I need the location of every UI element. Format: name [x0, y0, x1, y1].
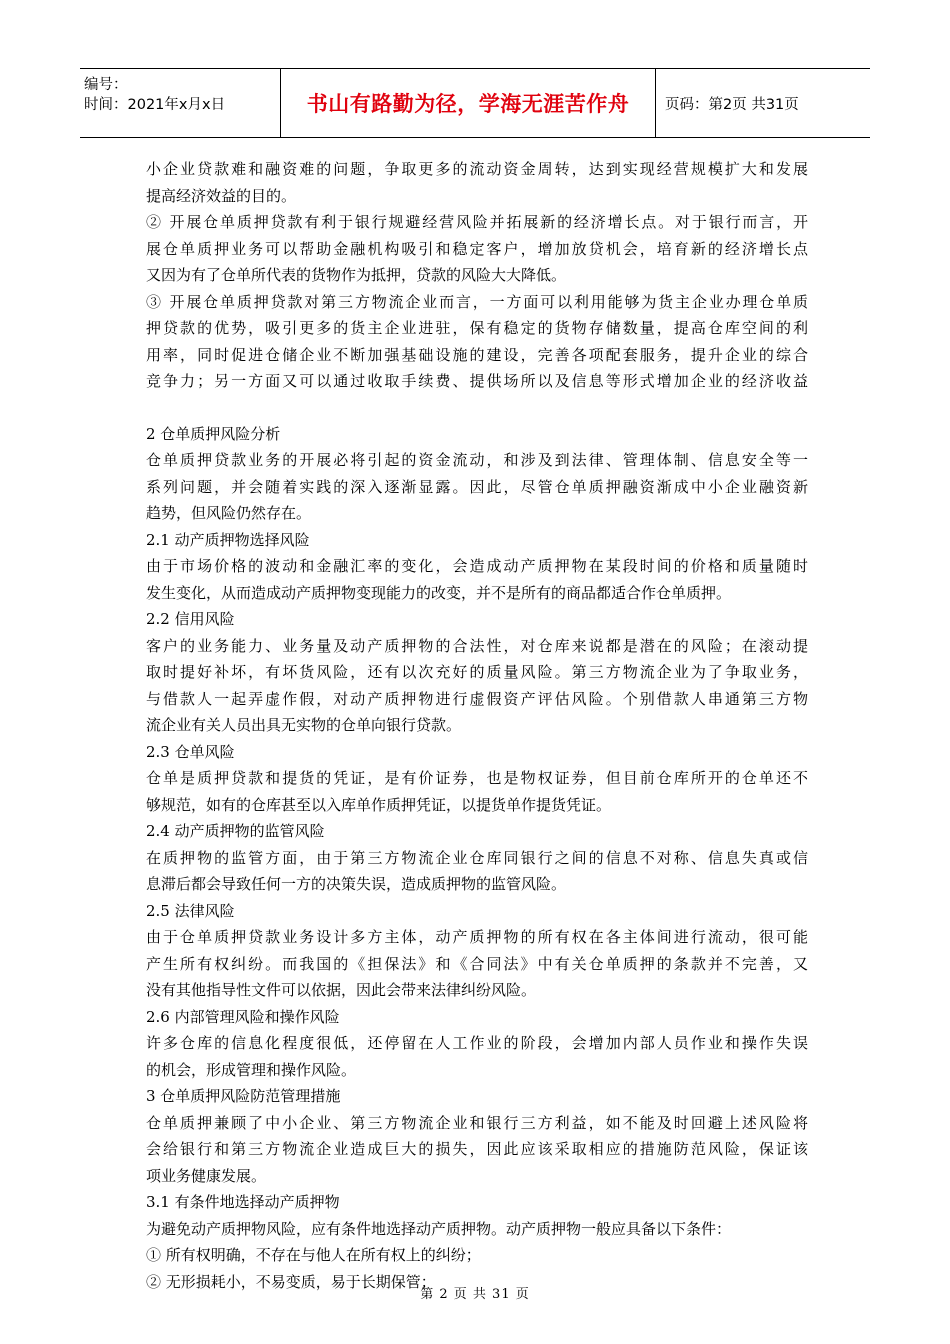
text-line: 3.1 有条件地选择动产质押物: [146, 1193, 340, 1211]
text-line: ② 无形损耗小，不易变质，易于长期保管；: [146, 1272, 436, 1291]
text-line: 2.2 信用风险: [146, 610, 235, 628]
text-line: 仓单质押兼顾了中小企业、第三方物流企业和银行三方利益，如不能及时回避上述风险将: [146, 1113, 808, 1132]
text-line: 趋势，但风险仍然存在。: [146, 504, 312, 522]
text-line: 流企业有关人员出具无实物的仓单向银行贷款。: [146, 716, 462, 734]
text-line: 押贷款的优势，吸引更多的货主企业进驻，保有稳定的货物存储数量，提高仓库空间的利: [146, 319, 808, 337]
text-line: 与借款人一起弄虚作假，对动产质押物进行虚假资产评估风险。个别借款人串通第三方物: [146, 689, 808, 708]
document-body: [146, 156, 808, 1295]
document-number-label: 编号：: [84, 77, 128, 93]
text-line: 竞争力；另一方面又可以通过收取手续费、提供场所以及信息等形式增加企业的经济收益: [146, 372, 808, 390]
text-line: ③ 开展仓单质押贷款对第三方物流企业而言，一方面可以利用能够为货主企业办理仓单质: [146, 292, 808, 311]
text-line: 没有其他指导性文件可以依据，因此会带来法律纠纷风险。: [146, 981, 537, 999]
text-line: ① 所有权明确，不存在与他人在所有权上的纠纷；: [146, 1246, 481, 1264]
text-line: 由于市场价格的波动和金融汇率的变化，会造成动产质押物在某段时间的价格和质量随时: [146, 557, 808, 575]
page-header: [80, 68, 870, 138]
text-line: 仓单质押贷款业务的开展必将引起的资金流动，和涉及到法律、管理体制、信息安全等一: [146, 451, 808, 469]
text-line: 展仓单质押业务可以帮助金融机构吸引和稳定客户，增加放贷机会，培育新的经济增长点: [146, 239, 808, 258]
text-line: 2 仓单质押风险分析: [146, 424, 281, 443]
text-line: 在质押物的监管方面，由于第三方物流企业仓库同银行之间的信息不对称、信息失真或信: [146, 848, 808, 867]
text-line: 发生变化，从而造成动产质押物变现能力的改变，并不是所有的商品都适合作仓单质押。: [146, 583, 732, 602]
text-line: 由于仓单质押贷款业务设计多方主体，动产质押物的所有权在各主体间进行流动，很可能: [146, 928, 808, 946]
text-line: 小企业贷款难和融资难的问题，争取更多的流动资金周转，达到实现经营规模扩大和发展: [146, 160, 808, 178]
text-line: 仓单是质押贷款和提货的凭证，是有价证券，也是物权证券，但目前仓库所开的仓单还不: [146, 769, 808, 787]
header-motto: 书山有路勤为径，学海无涯苦作舟: [306, 92, 630, 116]
text-line: 用率，同时促进仓储企业不断加强基础设施的建设，完善各项配套服务，提升企业的综合: [146, 345, 808, 364]
text-line: 又因为有了仓单所代表的货物作为抵押，贷款的风险大大降低。: [146, 266, 567, 284]
document-date-label: 时间：2021年x月x日: [84, 97, 226, 113]
text-line: 提高经济效益的目的。: [146, 186, 297, 205]
text-line: 2.4 动产质押物的监管风险: [146, 822, 325, 840]
text-line: 系列问题，并会随着实践的深入逐渐显露。因此，尽管仓单质押融资渐成中小企业融资新: [146, 477, 808, 496]
text-line: 取时提好补坏，有坏货风险，还有以次充好的质量风险。第三方物流企业为了争取业务，: [146, 663, 808, 681]
text-line: 项业务健康发展。: [146, 1166, 267, 1185]
paragraph-gap: [146, 395, 808, 421]
header-meta: [80, 69, 280, 137]
page-footer: 第 2 页 共 31 页: [420, 1287, 530, 1302]
text-line: 2.1 动产质押物选择风险: [146, 530, 310, 549]
text-line: 够规范，如有的仓库甚至以入库单作质押凭证，以提货单作提货凭证。: [146, 795, 612, 814]
text-line: 2.6 内部管理风险和操作风险: [146, 1007, 340, 1026]
text-line: 3 仓单质押风险防范管理措施: [146, 1087, 341, 1105]
text-line: 息滞后都会导致任何一方的决策失误，造成质押物的监管风险。: [146, 875, 567, 893]
text-line: ② 开展仓单质押贷款有利于银行规避经营风险并拓展新的经济增长点。对于银行而言，开: [146, 213, 808, 231]
text-line: 为避免动产质押物风险，应有条件地选择动产质押物。动产质押物一般应具备以下条件：: [146, 1219, 732, 1238]
text-line: 2.5 法律风险: [146, 901, 235, 920]
header-page-info: 页码：第2页 共31页: [665, 97, 799, 113]
text-line: 客户的业务能力、业务量及动产质押物的合法性，对仓库来说都是潜在的风险；在滚动提: [146, 636, 808, 655]
text-line: 许多仓库的信息化程度很低，还停留在人工作业的阶段，会增加内部人员作业和操作失误: [146, 1034, 808, 1052]
text-line: 会给银行和第三方物流企业造成巨大的损失，因此应该采取相应的措施防范风险，保证该: [146, 1140, 808, 1158]
header-motto-cell: [280, 69, 656, 137]
text-line: 2.3 仓单风险: [146, 742, 235, 761]
text-line: 产生所有权纠纷。而我国的《担保法》和《合同法》中有关仓单质押的条款并不完善，又: [146, 954, 808, 973]
text-line: 的机会，形成管理和操作风险。: [146, 1060, 357, 1079]
